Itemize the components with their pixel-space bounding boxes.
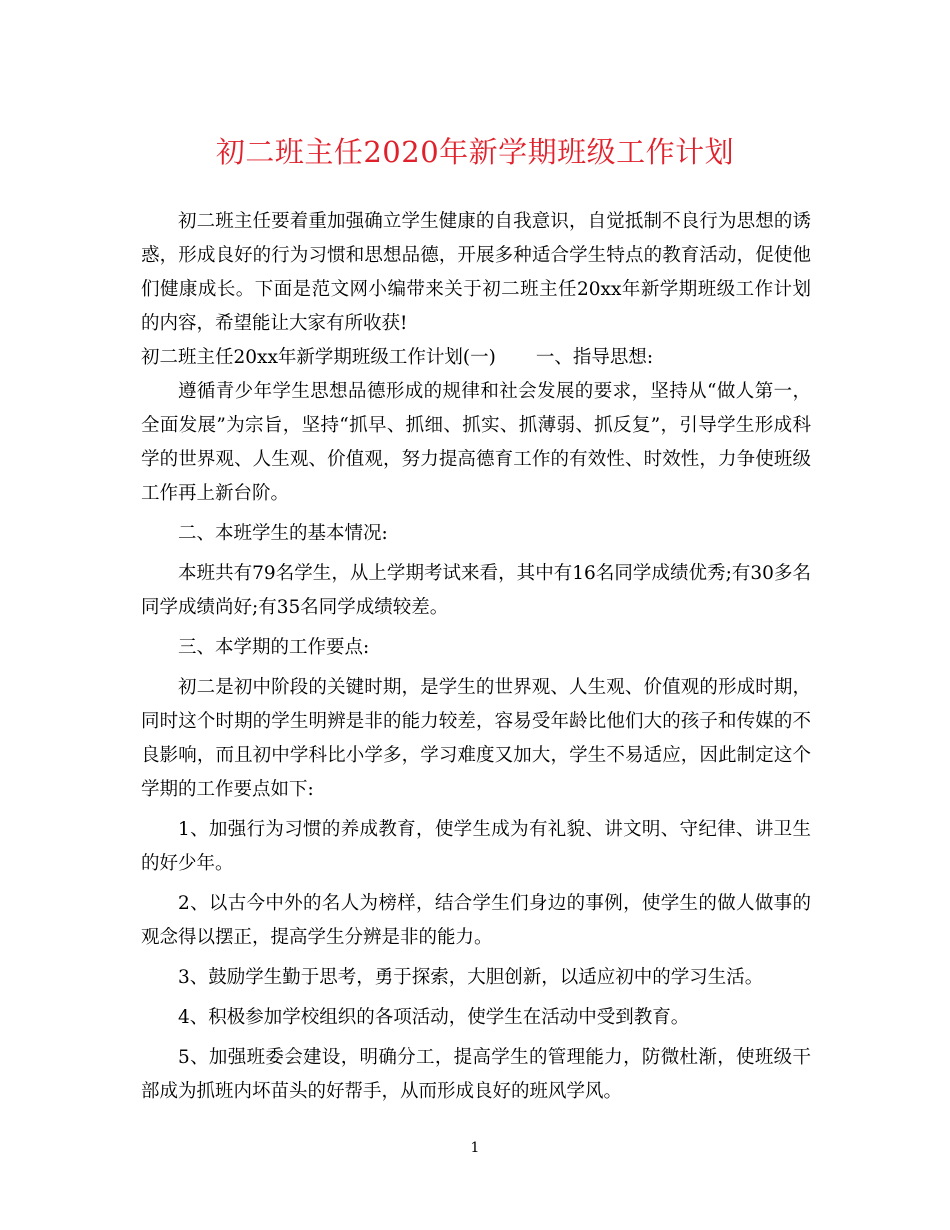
- section3-paragraph: 初二是初中阶段的关键时期，是学生的世界观、人生观、价值观的形成时期，同时这个时期的学生明辨是非的能力较差，容易受年龄比他们大的孩子和传媒的不良影响，而且初中学科比小学多，学习难度又加大，学生不易适应，因此制定这个学期的工作要点如下:: [141, 677, 811, 800]
- point-item: 2、以古今中外的名人为榜样，结合学生们身边的事例，使学生的做人做事的观念得以摆正，提高学生分辨是非的能力。: [141, 893, 811, 948]
- point-item: 4、积极参加学校组织的各项活动，使学生在活动中受到教育。: [178, 1007, 690, 1028]
- point-item: 5、加强班委会建设，明确分工，提高学生的管理能力，防微杜渐，使班级干部成为抓班内坏苗头的好帮手，从而形成良好的班风学风。: [141, 1047, 811, 1102]
- subtitle-line: [141, 341, 811, 375]
- section3-heading: 三、本学期的工作要点:: [178, 637, 370, 658]
- point-item: 1、加强行为习惯的养成教育，使学生成为有礼貌、讲文明、守纪律、讲卫生的好少年。: [141, 819, 811, 874]
- intro-paragraph: 初二班主任要着重加强确立学生健康的自我意识，自觉抵制不良行为思想的诱惑，形成良好的行为习惯和思想品德，开展多种适合学生特点的教育活动，促使他们健康成长。下面是范文网小编带来关于初二班主任20xx年新学期班级工作计划的内容，希望能让大家有所收获!: [141, 211, 811, 334]
- section2-paragraph: 本班共有79名学生，从上学期考试来看，其中有16名同学成绩优秀;有30多名同学成绩尚好;有35名同学成绩较差。: [141, 563, 811, 618]
- section1-heading: 一、指导思想:: [535, 347, 654, 368]
- plan-subtitle: 初二班主任20xx年新学期班级工作计划(一): [141, 347, 496, 368]
- section2-heading: 二、本班学生的基本情况:: [178, 523, 388, 544]
- point-item: 3、鼓励学生勤于思考，勇于探索，大胆创新，以适应初中的学习生活。: [178, 967, 764, 988]
- document-title: 初二班主任2020年新学期班级工作计划: [215, 135, 735, 169]
- section1-paragraph: 遵循青少年学生思想品德形成的规律和社会发展的要求，坚持从“做人第一，全面发展”为宗旨，坚持“抓早、抓细、抓实、抓薄弱、抓反复”，引导学生形成科学的世界观、人生观、价值观，努力提高德育工作的有效性、时效性，力争使班级工作再上新台阶。: [141, 381, 811, 504]
- page-number: 1: [470, 1140, 480, 1156]
- document-body: [141, 205, 811, 1109]
